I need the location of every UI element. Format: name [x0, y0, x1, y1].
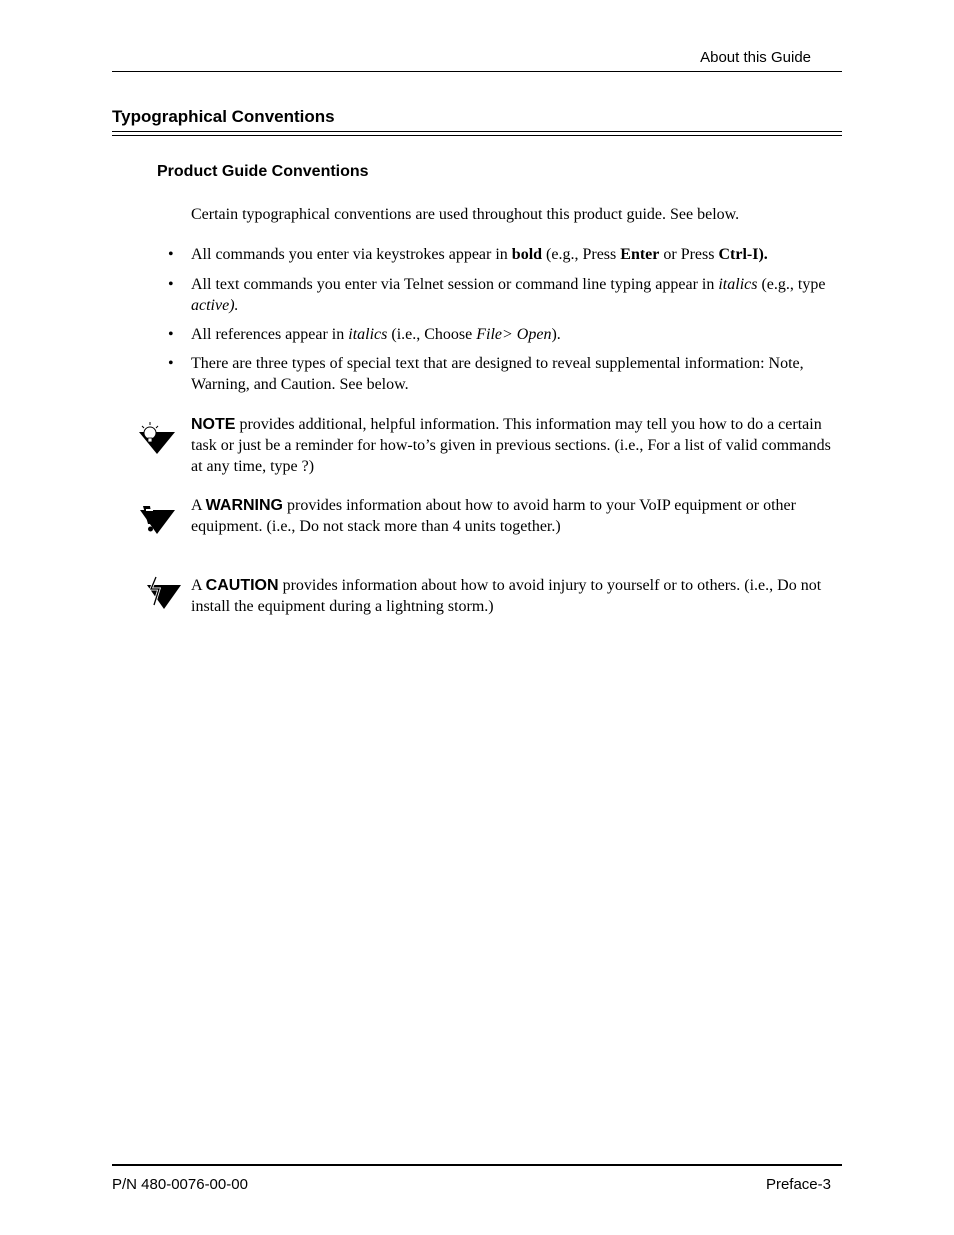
text: All text commands you enter via Telnet session or command line typing appear in [191, 276, 719, 293]
section-double-rule [112, 131, 842, 136]
page-number: Preface-3 [765, 1176, 831, 1193]
lightning-icon [143, 575, 183, 615]
italics-word: italics [348, 326, 388, 343]
bullet-keystrokes [191, 244, 842, 265]
italics-word: italics [718, 276, 758, 293]
warning-text: provides information about how to avoid harm to your VoIP equipment or other equipment. (i.e., Do not stack more than 4 units together.) [191, 497, 796, 535]
note-text: provides additional, helpful information. This information may tell you how to do a certain task or just be a reminder for how-to’s given in previous sections. (i.e., For a list of valid commands at any time, type ?) [191, 416, 831, 475]
running-header: About this Guide [700, 49, 811, 66]
bullet-mark: • [168, 355, 174, 372]
warning-paragraph [191, 495, 842, 537]
text: (i.e., Choose [387, 326, 477, 343]
bullet-text-commands [191, 274, 842, 316]
warning-prefix: A [191, 497, 206, 514]
bullet-mark: • [168, 276, 174, 293]
caution-keyword: CAUTION [205, 577, 279, 594]
bullet-special-text: There are three types of special text that are designed to reveal supplemental information: Note, Warning, and Caution. See below. [191, 355, 804, 393]
part-number: P/N 480-0076-00-00 [112, 1176, 248, 1193]
active-command: active). [191, 297, 239, 314]
caution-text: provides information about how to avoid injury to yourself or to others. (i.e., Do not install the equipment during a lightning storm.) [191, 577, 822, 615]
enter-key: Enter [620, 246, 660, 263]
intro-paragraph: Certain typographical conventions are used throughout this product guide. See below. [191, 206, 740, 223]
note-keyword: NOTE [191, 416, 236, 433]
text: All commands you enter via keystrokes appear in [191, 246, 512, 263]
bold-word: bold [511, 246, 543, 263]
header-rule [112, 71, 842, 72]
footer-rule [112, 1164, 842, 1166]
bullet-mark: • [168, 326, 174, 343]
caution-prefix: A [191, 577, 206, 594]
open-menu: Open [516, 326, 552, 343]
warning-keyword: WARNING [205, 497, 283, 514]
ctrl-key: Ctrl-I). [718, 246, 768, 263]
text: (e.g., Press [542, 246, 621, 263]
text: (e.g., type [757, 276, 826, 293]
file-menu: File> [476, 326, 513, 343]
text: All references appear in [191, 326, 349, 343]
exclamation-icon [137, 500, 177, 540]
text: ). [551, 326, 561, 343]
bullet-references [191, 324, 842, 345]
subsection-title: Product Guide Conventions [157, 163, 369, 180]
note-paragraph [191, 414, 842, 477]
section-title: Typographical Conventions [112, 107, 335, 126]
text: or Press [659, 246, 719, 263]
caution-paragraph [191, 575, 842, 617]
bullet-mark: • [168, 246, 174, 263]
lightbulb-icon [137, 420, 177, 460]
